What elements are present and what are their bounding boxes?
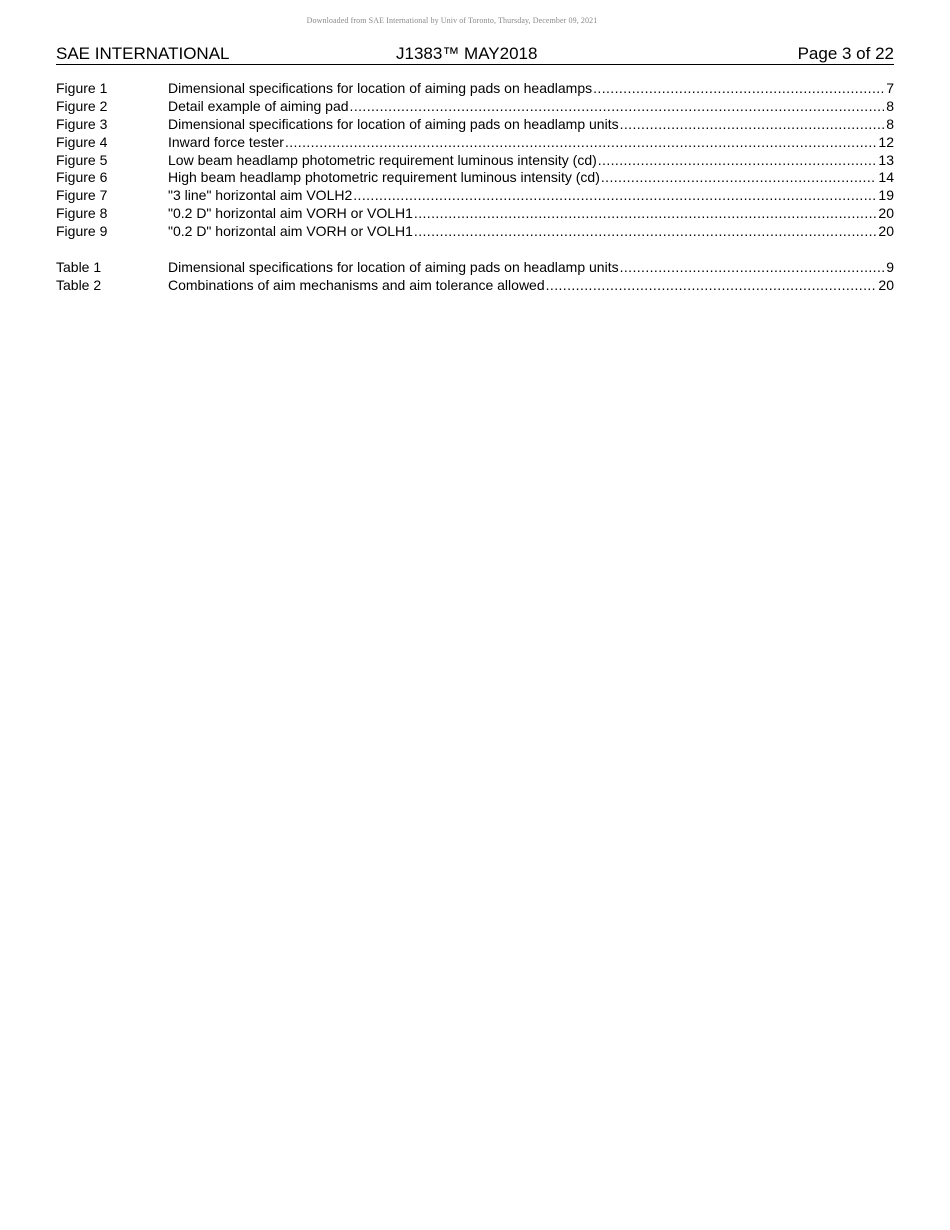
toc-entry-line	[168, 223, 894, 241]
toc-table-entry[interactable]	[56, 259, 894, 277]
dot-leader	[601, 169, 877, 187]
figure-title: "3 line" horizontal aim VOLH2	[168, 187, 353, 204]
toc-figure-entry[interactable]	[56, 116, 894, 134]
toc-entry-line	[168, 277, 894, 295]
page-header	[56, 44, 894, 65]
toc-figure-entry[interactable]	[56, 205, 894, 223]
table-label: Table 2	[56, 276, 102, 293]
table-title: Combinations of aim mechanisms and aim tolerance allowed	[168, 276, 545, 293]
toc-figure-entry[interactable]	[56, 223, 894, 241]
figure-label: Figure 8	[56, 205, 108, 222]
dot-leader	[414, 223, 877, 241]
toc-entry-line	[168, 205, 894, 223]
dot-leader	[593, 80, 884, 98]
page-number: Page 3 of 22	[797, 44, 894, 63]
dot-leader	[598, 152, 877, 170]
dot-leader	[546, 277, 877, 295]
figure-label: Figure 3	[56, 115, 108, 132]
figure-title: High beam headlamp photometric requirement luminous intensity (cd)	[168, 169, 600, 186]
list-of-figures	[56, 80, 894, 241]
figure-label: Figure 1	[56, 80, 108, 96]
toc-entry-line	[168, 187, 894, 205]
organization-name: SAE INTERNATIONAL	[56, 44, 230, 63]
dot-leader	[353, 187, 876, 205]
figure-page-number: 19	[878, 187, 894, 204]
table-label: Table 1	[56, 259, 102, 275]
figure-label: Figure 6	[56, 169, 108, 186]
table-page-number: 9	[886, 259, 894, 275]
toc-figure-entry[interactable]	[56, 152, 894, 170]
figure-title: Dimensional specifications for location of aiming pads on headlamps	[168, 80, 593, 96]
toc-entry-line	[168, 152, 894, 170]
dot-leader	[350, 98, 885, 116]
toc-entry-line	[168, 134, 894, 152]
figure-label: Figure 4	[56, 133, 108, 150]
figure-label: Figure 9	[56, 223, 108, 240]
toc-entry-line	[168, 116, 894, 134]
figure-label: Figure 5	[56, 151, 108, 168]
toc-entry-line	[168, 259, 894, 277]
figure-page-number: 7	[886, 80, 894, 96]
download-watermark-note: Downloaded from SAE International by Univ of Toronto, Thursday, December 09, 2021	[306, 16, 598, 25]
list-of-tables	[56, 259, 894, 295]
figure-page-number: 13	[878, 151, 894, 168]
toc-entry-line	[168, 80, 894, 98]
toc-figure-entry[interactable]	[56, 134, 894, 152]
document-id: J1383™ MAY2018	[396, 44, 538, 63]
figure-title: Inward force tester	[168, 133, 284, 150]
table-title: Dimensional specifications for location of aiming pads on headlamp units	[168, 259, 619, 275]
figure-title: Low beam headlamp photometric requirement luminous intensity (cd)	[168, 151, 597, 168]
figure-title: Detail example of aiming pad	[168, 97, 349, 114]
figure-page-number: 14	[878, 169, 894, 186]
dot-leader	[414, 205, 877, 223]
dot-leader	[620, 259, 885, 277]
toc-entry-line	[168, 169, 894, 187]
figure-page-number: 8	[886, 97, 894, 114]
dot-leader	[620, 116, 885, 134]
figure-page-number: 12	[878, 133, 894, 150]
figure-title: Dimensional specifications for location of aiming pads on headlamp units	[168, 115, 619, 132]
figure-page-number: 20	[878, 205, 894, 222]
figure-page-number: 8	[886, 115, 894, 132]
table-page-number: 20	[878, 276, 894, 293]
figure-title: "0.2 D" horizontal aim VORH or VOLH1	[168, 205, 413, 222]
toc-figure-entry[interactable]	[56, 98, 894, 116]
toc-table-entry[interactable]	[56, 277, 894, 295]
toc-figure-entry[interactable]	[56, 80, 894, 98]
dot-leader	[285, 134, 876, 152]
figure-page-number: 20	[878, 223, 894, 240]
toc-figure-entry[interactable]	[56, 169, 894, 187]
toc-entry-line	[168, 98, 894, 116]
figure-title: "0.2 D" horizontal aim VORH or VOLH1	[168, 223, 413, 240]
figure-label: Figure 2	[56, 97, 108, 114]
toc-figure-entry[interactable]	[56, 187, 894, 205]
figure-label: Figure 7	[56, 187, 108, 204]
